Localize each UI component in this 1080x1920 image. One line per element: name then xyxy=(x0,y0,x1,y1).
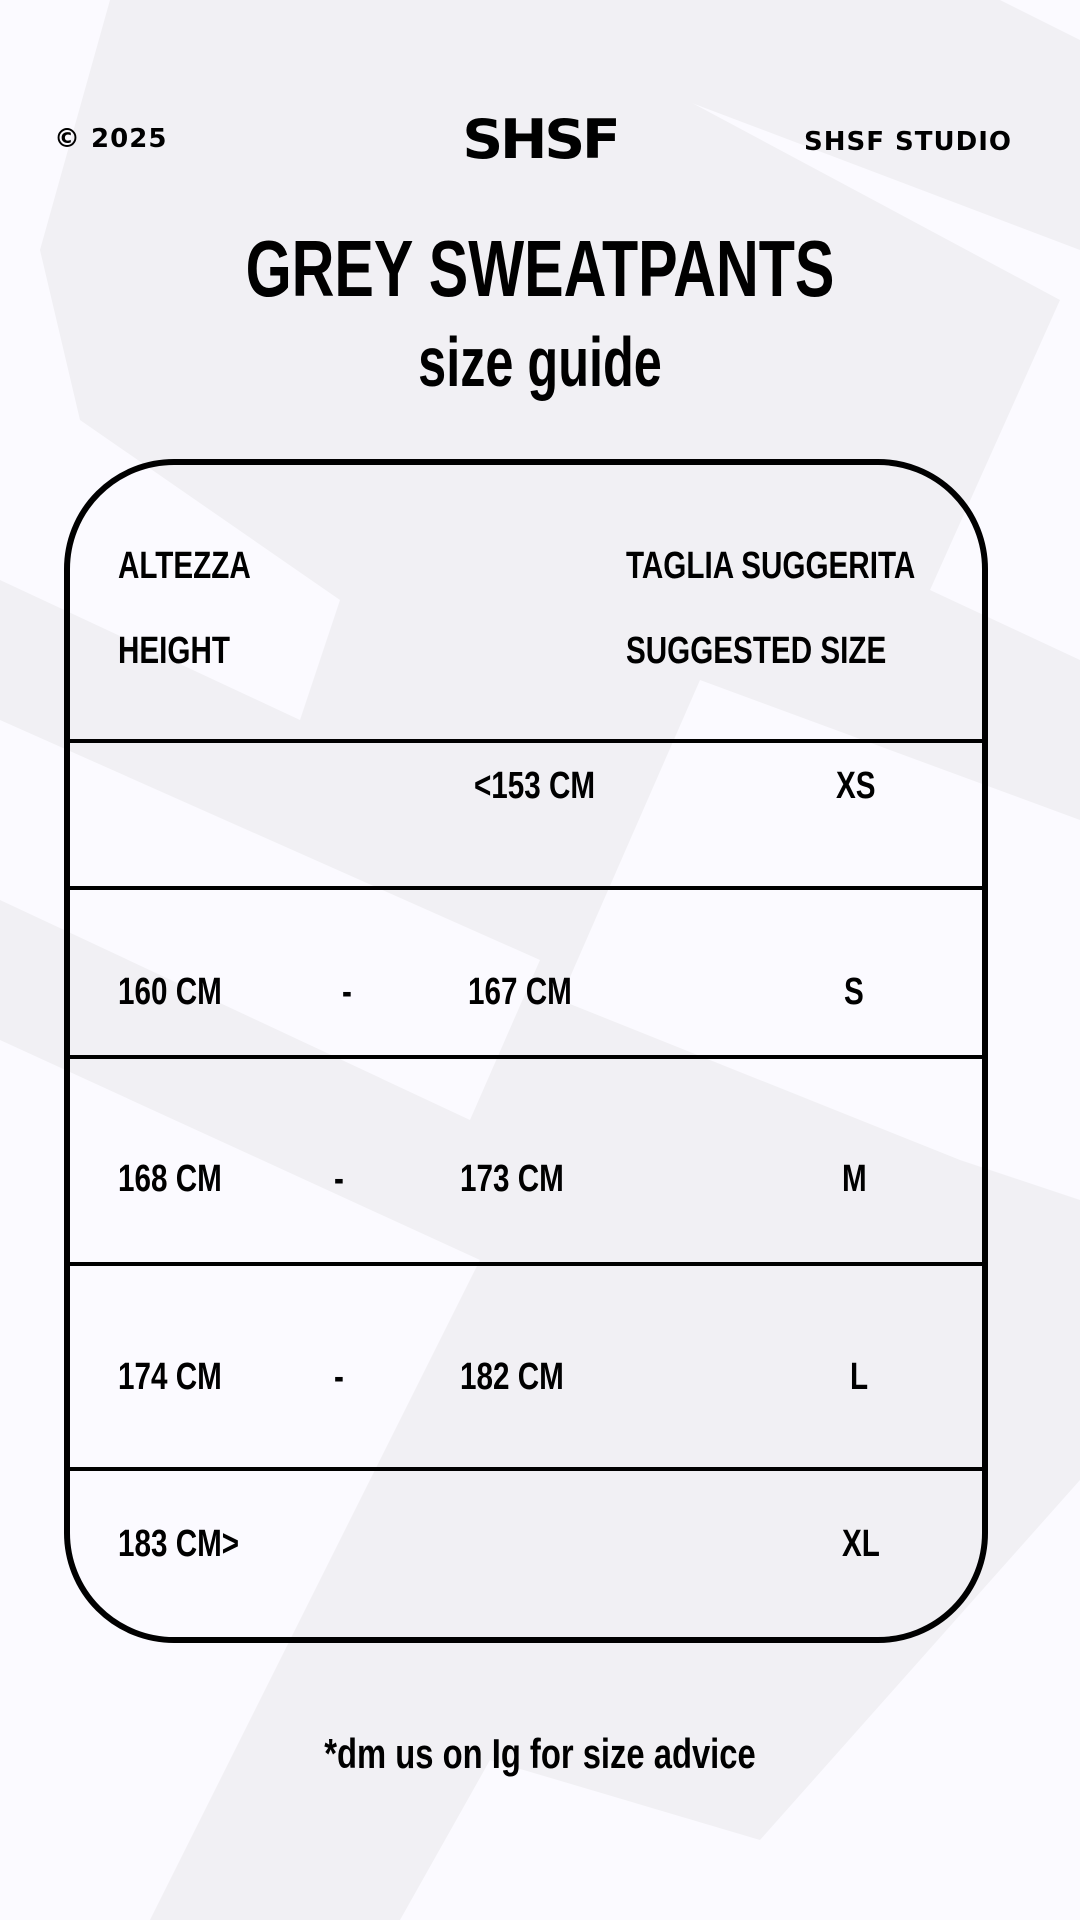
row-l-from: 174 CM xyxy=(118,1356,222,1398)
row-xl-size: XL xyxy=(842,1523,880,1565)
brand-logo: SHSF xyxy=(462,108,618,171)
header-height-it: ALTEZZA xyxy=(118,545,251,587)
row-divider xyxy=(70,739,982,743)
studio-name: SHSF STUDIO xyxy=(804,127,1012,157)
size-table xyxy=(64,459,988,1643)
row-xs-to: <153 CM xyxy=(474,765,596,807)
row-divider xyxy=(70,1467,982,1471)
header-height-en: HEIGHT xyxy=(118,630,230,672)
row-m-size: M xyxy=(842,1158,867,1200)
row-s-size: S xyxy=(844,971,864,1013)
row-xl-from: 183 CM> xyxy=(118,1523,240,1565)
row-s-to: 167 CM xyxy=(468,971,572,1013)
row-xs-size: XS xyxy=(836,765,876,807)
footer-note: *dm us on Ig for size advice xyxy=(324,1730,756,1777)
row-divider xyxy=(70,1055,982,1059)
copyright-text: © 2025 xyxy=(54,124,168,154)
page-subtitle: size guide xyxy=(418,323,662,401)
header-size-it: TAGLIA SUGGERITA xyxy=(626,545,916,587)
row-s-from: 160 CM xyxy=(118,971,222,1013)
row-l-to: 182 CM xyxy=(460,1356,564,1398)
row-m-dash: - xyxy=(334,1158,344,1200)
row-divider xyxy=(70,886,982,890)
row-m-to: 173 CM xyxy=(460,1158,564,1200)
row-s-dash: - xyxy=(342,971,352,1013)
row-divider xyxy=(70,1262,982,1266)
row-l-size: L xyxy=(850,1356,869,1398)
row-m-from: 168 CM xyxy=(118,1158,222,1200)
page-title: GREY SWEATPANTS xyxy=(245,224,835,313)
row-l-dash: - xyxy=(334,1356,344,1398)
header-size-en: SUGGESTED SIZE xyxy=(626,630,887,672)
